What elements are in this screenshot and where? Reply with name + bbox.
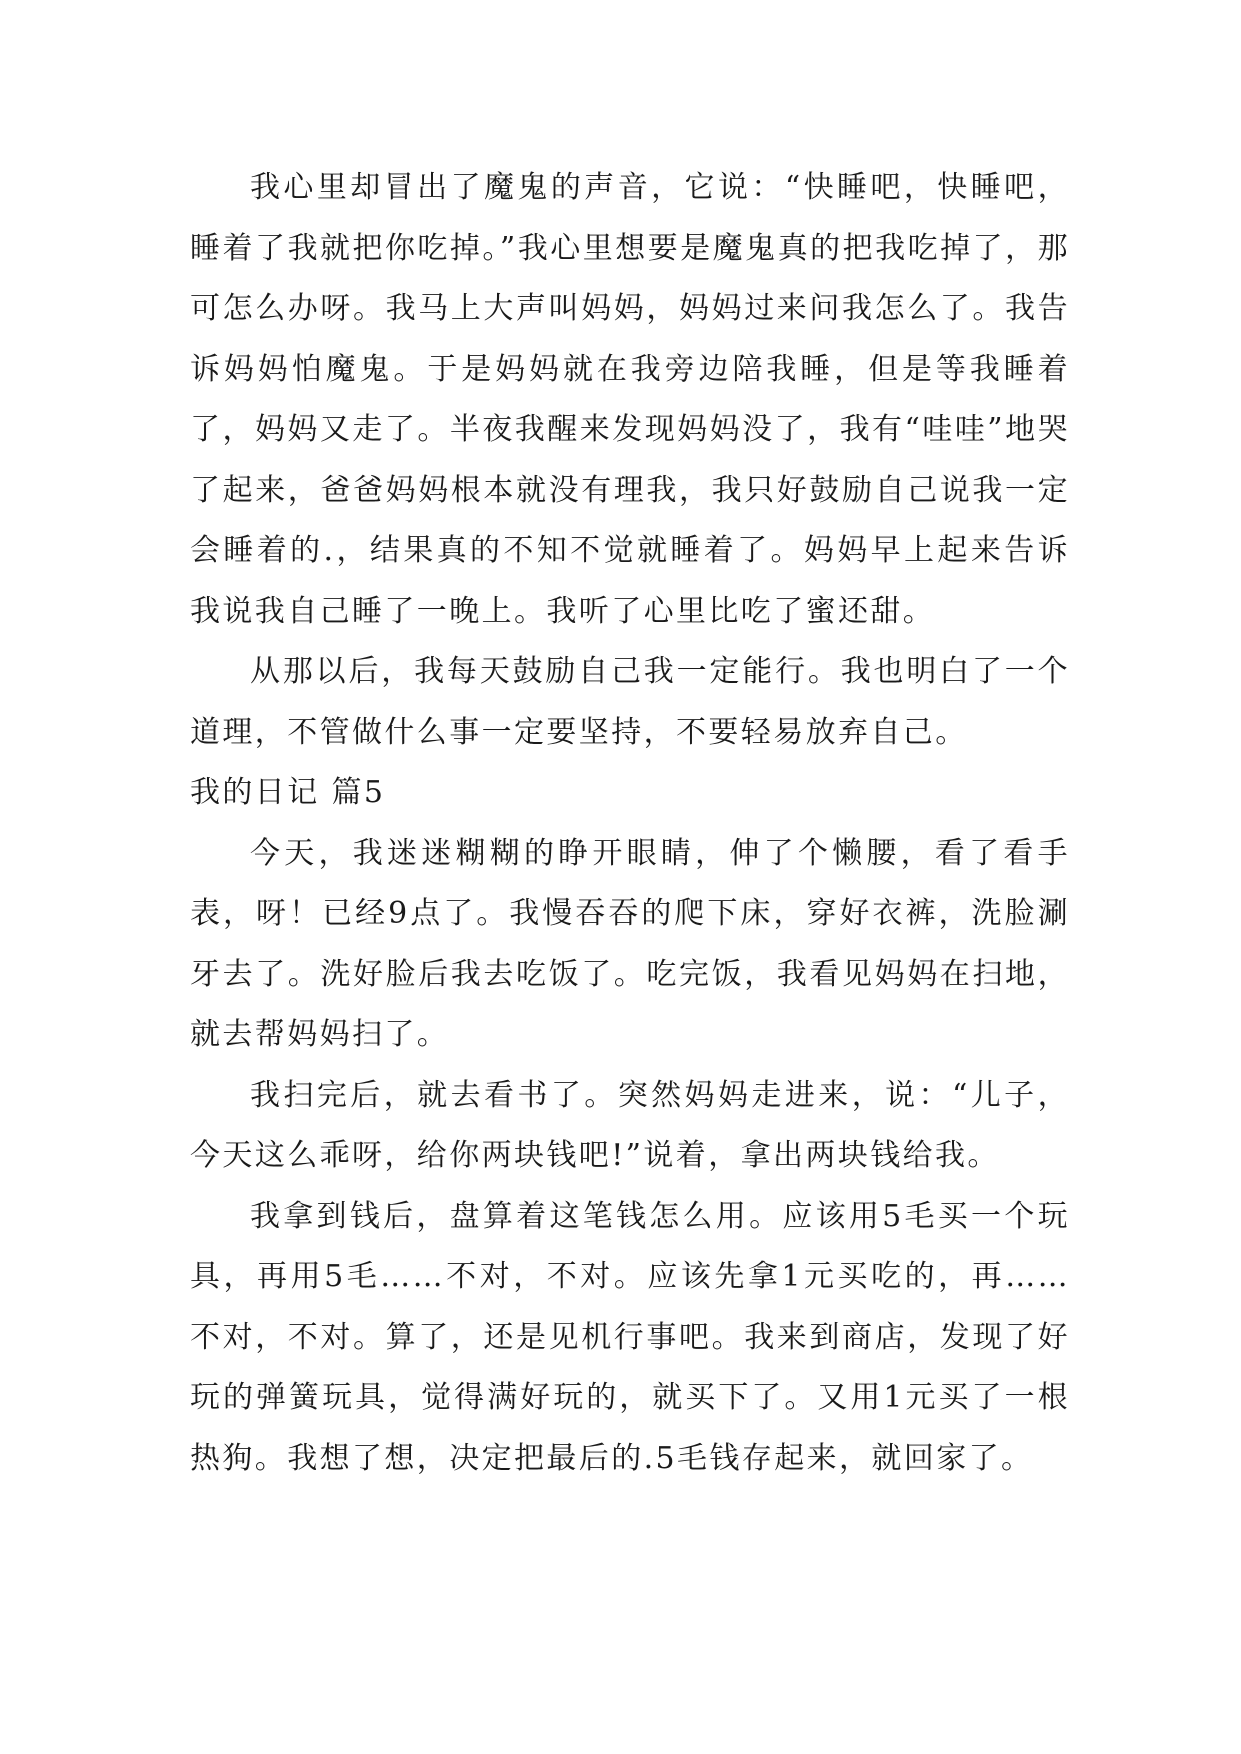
document-body [190, 158, 1070, 1489]
paragraph-spending: 我拿到钱后，盘算着这笔钱怎么用。应该用5毛买一个玩具，再用5毛……不对，不对。应该先拿1元买吃的，再……不对，不对。算了，还是见机行事吧。我来到商店，发现了好玩的弹簧玩具，觉得满好玩的，就买下了。又用1元买了一根热狗。我想了想，决定把最后的.5毛钱存起来，就回家了。 [190, 1198, 1070, 1476]
paragraph-morning: 今天，我迷迷糊糊的睁开眼睛，伸了个懒腰，看了看手表，呀！已经9点了。我慢吞吞的爬下床，穿好衣裤，洗脸涮牙去了。洗好脸后我去吃饭了。吃完饭，我看见妈妈在扫地，就去帮妈妈扫了。 [190, 835, 1070, 1052]
paragraph-lesson: 从那以后，我每天鼓励自己我一定能行。我也明白了一个道理，不管做什么事一定要坚持，不要轻易放弃自己。 [190, 654, 1070, 750]
paragraph-reading: 我扫完后，就去看书了。突然妈妈走进来，说：“儿子，今天这么乖呀，给你两块钱吧!”说着，拿出两块钱给我。 [190, 1077, 1070, 1173]
section-heading: 我的日记 篇5 [190, 775, 386, 810]
paragraph-ghost-story: 我心里却冒出了魔鬼的声音，它说：“快睡吧，快睡吧，睡着了我就把你吃掉。”我心里想要是魔鬼真的把我吃掉了，那可怎么办呀。我马上大声叫妈妈，妈妈过来问我怎么了。我告诉妈妈怕魔鬼。于是妈妈就在我旁边陪我睡，但是等我睡着了，妈妈又走了。半夜我醒来发现妈妈没了，我有“哇哇”地哭了起来，爸爸妈妈根本就没有理我，我只好鼓励自己说我一定会睡着的.，结果真的不知不觉就睡着了。妈妈早上起来告诉我说我自己睡了一晚上。我听了心里比吃了蜜还甜。 [190, 170, 1070, 629]
